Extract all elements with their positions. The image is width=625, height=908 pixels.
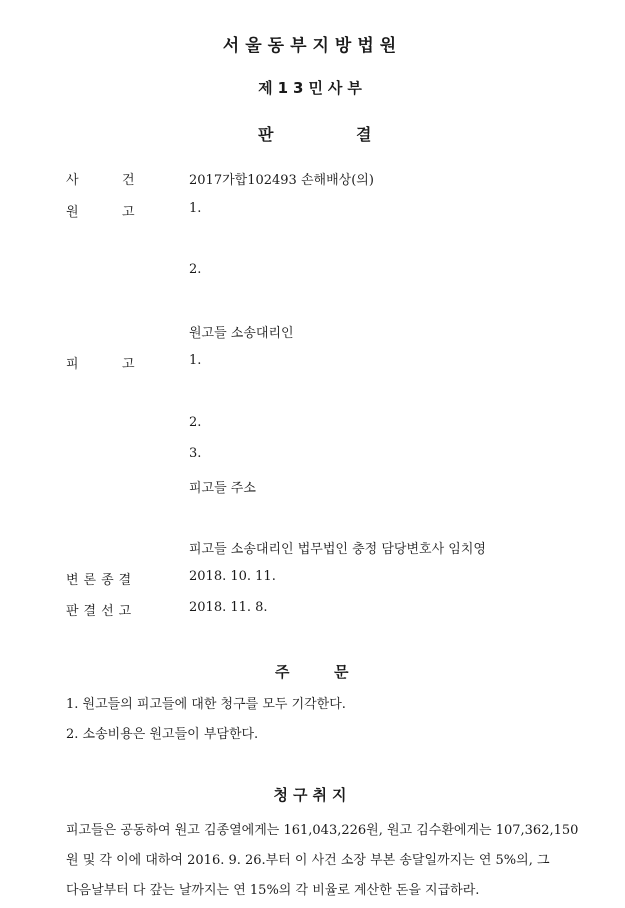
claim-line-1: 피고들은 공동하여 원고 김종열에게는 161,043,226원, 원고 김수환에게는 107,362,150 [66, 823, 579, 838]
plaintiff-attorney: 원고들 소송대리인 [189, 326, 294, 341]
claim-line-3: 다음날부터 다 갚는 날까지는 연 15%의 각 비율로 계산한 돈을 지급하라. [66, 883, 480, 898]
case-label-right: 건 [122, 173, 135, 188]
order-title-left: 주 [275, 663, 290, 681]
closing-label: 변론종결 [66, 573, 137, 588]
court-name: 서울동부지방법원 [222, 36, 403, 56]
defendant-item-2: 2. [189, 415, 202, 430]
defendant-label-left: 피 [66, 357, 79, 372]
doc-title-right: 결 [356, 125, 372, 144]
order-item-1: 1. 원고들의 피고들에 대한 청구를 모두 기각한다. [66, 697, 346, 712]
defendant-attorney: 피고들 소송대리인 법무법인 충정 담당변호사 임치영 [189, 542, 486, 557]
plaintiff-item-1: 1. [189, 201, 202, 216]
order-title-right: 문 [334, 663, 349, 681]
plaintiff-label-left: 원 [66, 205, 79, 220]
division-name: 제13민사부 [258, 79, 367, 97]
doc-title-left: 판 [258, 125, 274, 144]
defendant-item-1: 1. [189, 353, 202, 368]
defendant-label-right: 고 [122, 357, 135, 372]
order-item-2: 2. 소송비용은 원고들이 부담한다. [66, 727, 259, 742]
plaintiff-item-2: 2. [189, 262, 202, 277]
claim-line-2: 원 및 각 이에 대하여 2016. 9. 26.부터 이 사건 소장 부본 송달일까지는 연 5%의, 그 [66, 853, 550, 868]
verdict-date: 2018. 11. 8. [189, 600, 268, 615]
case-label-left: 사 [66, 173, 79, 188]
claim-title: 청구취지 [273, 786, 352, 804]
closing-date: 2018. 10. 11. [189, 569, 276, 584]
verdict-label: 판결선고 [66, 604, 137, 619]
plaintiff-label-right: 고 [122, 205, 135, 220]
defendant-address: 피고들 주소 [189, 481, 256, 496]
defendant-item-3: 3. [189, 446, 202, 461]
case-number: 2017가합102493 손해배상(의) [189, 173, 374, 188]
